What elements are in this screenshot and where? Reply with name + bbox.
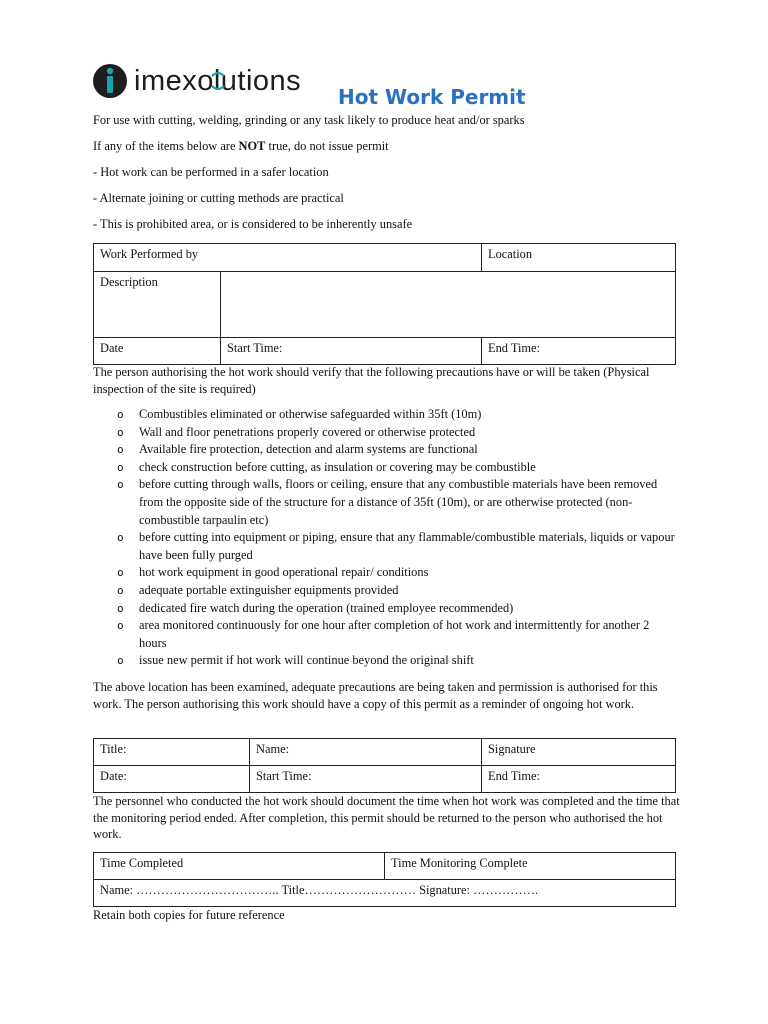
authorised-date-field[interactable]: Date: (94, 766, 250, 793)
precautions-intro: The person authorising the hot work should verify that the following precautions have or will be taken (Physical inspection of the site is required) (93, 365, 650, 396)
completion-table (93, 852, 676, 907)
precaution-item: o Wall and floor penetrations properly covered or otherwise protected (117, 424, 677, 442)
company-logo (92, 62, 332, 100)
location-field[interactable]: Location (482, 244, 676, 272)
time-monitoring-complete-field[interactable]: Time Monitoring Complete (385, 853, 676, 880)
precaution-item: o dedicated fire watch during the operation (trained employee recommended) (117, 600, 677, 618)
intro-item: - Hot work can be performed in a safer location (93, 165, 329, 179)
intro-item: - This is prohibited area, or is considered to be inherently unsafe (93, 217, 413, 231)
precaution-item: o before cutting into equipment or piping, ensure that any flammable/combustible materials, liquids or vapour have been fully purged (117, 529, 677, 564)
precaution-item: o area monitored continuously for one hour after completion of hot work and intermittently for another 2 hours (117, 617, 677, 652)
authorised-end-time-field[interactable]: End Time: (482, 766, 676, 793)
document-title: Hot Work Permit (338, 85, 526, 109)
description-label: Description (94, 272, 221, 338)
completion-text: The personnel who conducted the hot work should document the time when hot work was completed and the time that the monitoring period ended. After completion, this permit should be returned to the person who authorised the hot work. (93, 794, 680, 842)
description-field[interactable] (221, 272, 676, 338)
precaution-item: o before cutting through walls, floors or ceiling, ensure that any combustible materials have been removed from the opposite side of the structure for a distance of 35ft (10m), or are otherwise protected (non-combustible tarpaulin etc) (117, 476, 677, 529)
date-field[interactable]: Date (94, 338, 221, 365)
signoff-field[interactable]: Name: …………………………….. Title……………………… Signature: ……………. (94, 880, 676, 907)
condition-emphasis: NOT (238, 139, 266, 153)
footer-note: Retain both copies for future reference (93, 908, 285, 922)
authoriser-name-field[interactable]: Name: (250, 739, 482, 766)
authoriser-signature-field[interactable]: Signature (482, 739, 676, 766)
end-time-field[interactable]: End Time: (482, 338, 676, 365)
purpose-text: For use with cutting, welding, grinding or any task likely to produce heat and/or sparks (93, 113, 525, 127)
authorisation-text: The above location has been examined, adequate precautions are being taken and permission is authorised for this work. The person authorising this work should have a copy of this permit as a reminder of ongoing hot work. (93, 680, 658, 711)
precaution-item: o Available fire protection, detection and alarm systems are functional (117, 441, 677, 459)
precautions-checklist (117, 406, 677, 670)
precaution-item: o issue new permit if hot work will continue beyond the original shift (117, 652, 677, 670)
authoriser-table (93, 738, 676, 793)
precaution-item: o adequate portable extinguisher equipments provided (117, 582, 677, 600)
authoriser-title-field[interactable]: Title: (94, 739, 250, 766)
time-completed-field[interactable]: Time Completed (94, 853, 385, 880)
start-time-field[interactable]: Start Time: (221, 338, 482, 365)
work-details-table (93, 243, 676, 365)
condition-text: If any of the items below are NOT true, do not issue permit (93, 139, 389, 153)
authorised-start-time-field[interactable]: Start Time: (250, 766, 482, 793)
precaution-item: o Combustibles eliminated or otherwise safeguarded within 35ft (10m) (117, 406, 677, 424)
precaution-item: o check construction before cutting, as insulation or covering may be combustible (117, 459, 677, 477)
work-performed-by-field[interactable]: Work Performed by (94, 244, 482, 272)
precaution-item: o hot work equipment in good operational repair/ conditions (117, 564, 677, 582)
intro-item: - Alternate joining or cutting methods are practical (93, 191, 344, 205)
logo-wordmark: imexolutions (134, 65, 302, 97)
